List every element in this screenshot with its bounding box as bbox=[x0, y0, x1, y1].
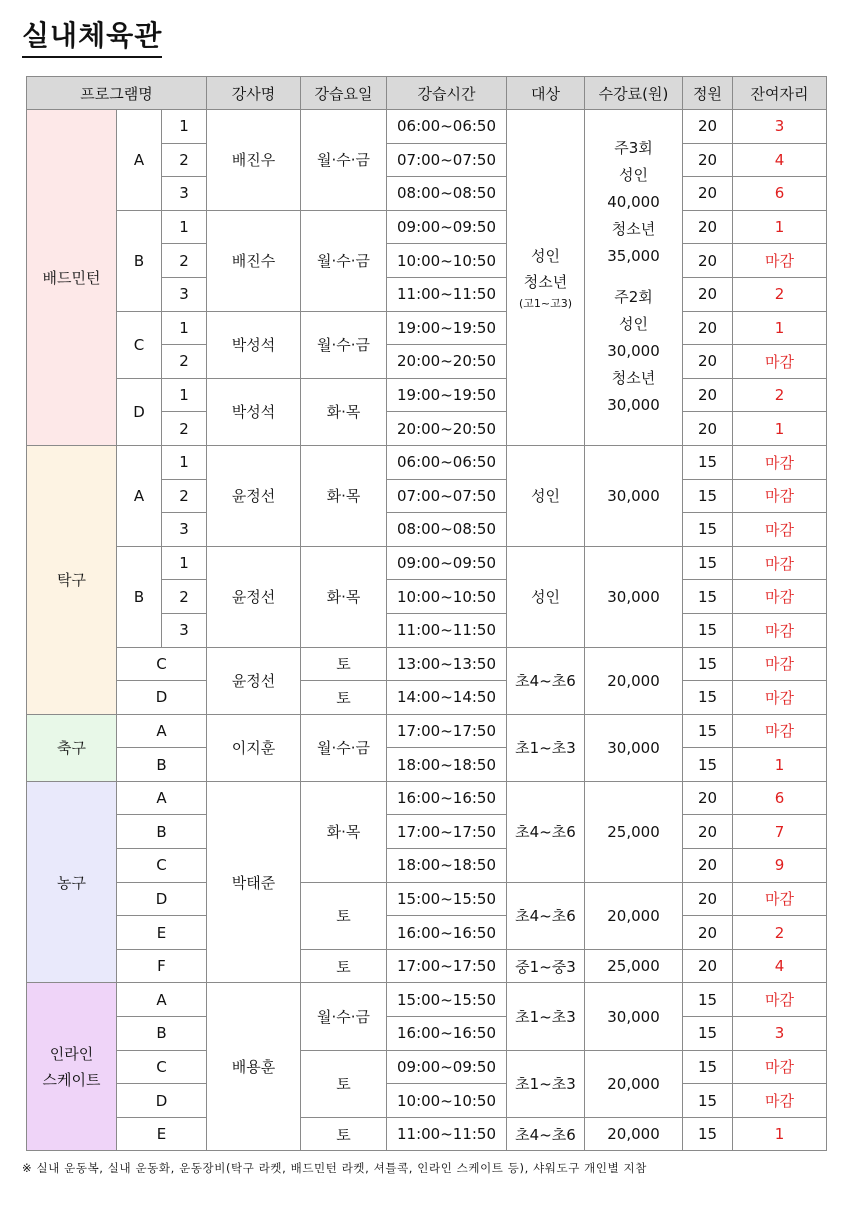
remaining-seats: 마감 bbox=[733, 1084, 827, 1118]
table-row bbox=[27, 916, 827, 950]
instructor-name: 윤정선 bbox=[207, 445, 301, 546]
session-number: 1 bbox=[162, 546, 207, 580]
class-target: 초4~초6 bbox=[507, 781, 585, 882]
class-label: A bbox=[117, 714, 207, 748]
capacity: 15 bbox=[683, 1117, 733, 1151]
capacity: 15 bbox=[683, 983, 733, 1017]
session-number: 1 bbox=[162, 210, 207, 244]
remaining-seats: 7 bbox=[733, 815, 827, 849]
target-line: (고1~고3) bbox=[518, 297, 573, 311]
program-tabletennis: 탁구 bbox=[27, 445, 117, 714]
class-time: 15:00~15:50 bbox=[387, 983, 507, 1017]
capacity: 20 bbox=[683, 412, 733, 446]
class-fee: 20,000 bbox=[585, 882, 683, 949]
remaining-seats: 3 bbox=[733, 110, 827, 144]
remaining-seats: 1 bbox=[733, 311, 827, 345]
class-fee: 30,000 bbox=[585, 445, 683, 546]
capacity: 15 bbox=[683, 580, 733, 614]
remaining-seats: 2 bbox=[733, 277, 827, 311]
capacity: 15 bbox=[683, 546, 733, 580]
class-time: 11:00~11:50 bbox=[387, 277, 507, 311]
program-name-line: 인라인 bbox=[49, 1044, 94, 1063]
class-time: 15:00~15:50 bbox=[387, 882, 507, 916]
header-time: 강습시간 bbox=[387, 77, 507, 110]
capacity: 15 bbox=[683, 681, 733, 715]
remaining-seats: 1 bbox=[733, 1117, 827, 1151]
class-days: 월·수·금 bbox=[301, 311, 387, 378]
class-target: 초4~초6 bbox=[507, 882, 585, 949]
class-fee: 30,000 bbox=[585, 983, 683, 1050]
remaining-seats: 1 bbox=[733, 412, 827, 446]
remaining-seats: 마감 bbox=[733, 714, 827, 748]
class-time: 19:00~19:50 bbox=[387, 378, 507, 412]
class-label: A bbox=[117, 445, 162, 546]
class-days: 화·목 bbox=[301, 445, 387, 546]
session-number: 2 bbox=[162, 479, 207, 513]
class-fee: 30,000 bbox=[585, 714, 683, 781]
class-time: 10:00~10:50 bbox=[387, 580, 507, 614]
class-time: 14:00~14:50 bbox=[387, 681, 507, 715]
class-days: 월·수·금 bbox=[301, 210, 387, 311]
class-days: 월·수·금 bbox=[301, 110, 387, 211]
remaining-seats: 마감 bbox=[733, 681, 827, 715]
class-fee: 20,000 bbox=[585, 647, 683, 714]
class-time: 09:00~09:50 bbox=[387, 1050, 507, 1084]
remaining-seats: 마감 bbox=[733, 1050, 827, 1084]
class-time: 09:00~09:50 bbox=[387, 546, 507, 580]
class-time: 19:00~19:50 bbox=[387, 311, 507, 345]
fee-line: 주3회 bbox=[614, 139, 653, 158]
class-days: 토 bbox=[301, 1117, 387, 1151]
instructor-name: 박성석 bbox=[207, 311, 301, 378]
class-time: 18:00~18:50 bbox=[387, 849, 507, 883]
program-badminton: 배드민턴 bbox=[27, 110, 117, 446]
remaining-seats: 2 bbox=[733, 378, 827, 412]
class-days: 화·목 bbox=[301, 546, 387, 647]
capacity: 20 bbox=[683, 311, 733, 345]
badminton-fee bbox=[585, 110, 683, 446]
class-label: C bbox=[117, 311, 162, 378]
class-label: D bbox=[117, 681, 207, 715]
class-days: 화·목 bbox=[301, 781, 387, 882]
class-fee: 25,000 bbox=[585, 781, 683, 882]
capacity: 15 bbox=[683, 647, 733, 681]
fee-line: 성인 bbox=[619, 315, 648, 334]
capacity: 20 bbox=[683, 143, 733, 177]
class-label: C bbox=[117, 1050, 207, 1084]
class-time: 11:00~11:50 bbox=[387, 1117, 507, 1151]
program-name-line: 스케이트 bbox=[42, 1070, 101, 1089]
badminton-target bbox=[507, 110, 585, 446]
class-time: 16:00~16:50 bbox=[387, 916, 507, 950]
remaining-seats: 9 bbox=[733, 849, 827, 883]
target-line: 성인 bbox=[531, 247, 560, 266]
capacity: 15 bbox=[683, 748, 733, 782]
table-row bbox=[27, 210, 827, 244]
capacity: 20 bbox=[683, 949, 733, 983]
class-time: 17:00~17:50 bbox=[387, 815, 507, 849]
class-time: 11:00~11:50 bbox=[387, 613, 507, 647]
remaining-seats: 마감 bbox=[733, 513, 827, 547]
table-row bbox=[27, 546, 827, 580]
class-time: 07:00~07:50 bbox=[387, 143, 507, 177]
capacity: 20 bbox=[683, 378, 733, 412]
class-time: 16:00~16:50 bbox=[387, 781, 507, 815]
class-days: 토 bbox=[301, 681, 387, 715]
session-number: 3 bbox=[162, 277, 207, 311]
table-row bbox=[27, 681, 827, 715]
instructor-name: 박성석 bbox=[207, 378, 301, 445]
capacity: 20 bbox=[683, 815, 733, 849]
instructor-name: 배진우 bbox=[207, 110, 301, 211]
session-number: 1 bbox=[162, 110, 207, 144]
class-days: 화·목 bbox=[301, 378, 387, 445]
capacity: 15 bbox=[683, 1050, 733, 1084]
program-basketball: 농구 bbox=[27, 781, 117, 983]
footnote: ※ 실내 운동복, 실내 운동화, 운동장비(탁구 라켓, 배드민턴 라켓, 셔틀콕, 인라인 스케이트 등), 샤워도구 개인별 지참 bbox=[22, 1161, 647, 1175]
remaining-seats: 6 bbox=[733, 781, 827, 815]
class-target: 초1~초3 bbox=[507, 983, 585, 1050]
class-label: B bbox=[117, 748, 207, 782]
class-time: 20:00~20:50 bbox=[387, 345, 507, 379]
class-label: D bbox=[117, 378, 162, 445]
table-row bbox=[27, 311, 827, 345]
table-row bbox=[27, 882, 827, 916]
table-row bbox=[27, 378, 827, 412]
class-days: 월·수·금 bbox=[301, 714, 387, 781]
class-label: C bbox=[117, 647, 207, 681]
capacity: 20 bbox=[683, 882, 733, 916]
session-number: 3 bbox=[162, 177, 207, 211]
capacity: 15 bbox=[683, 1084, 733, 1118]
capacity: 20 bbox=[683, 210, 733, 244]
class-target: 성인 bbox=[507, 546, 585, 647]
class-time: 06:00~06:50 bbox=[387, 445, 507, 479]
remaining-seats: 마감 bbox=[733, 647, 827, 681]
page-title: 실내체육관 bbox=[22, 18, 162, 58]
class-time: 10:00~10:50 bbox=[387, 1084, 507, 1118]
remaining-seats: 4 bbox=[733, 143, 827, 177]
capacity: 15 bbox=[683, 1017, 733, 1051]
class-time: 08:00~08:50 bbox=[387, 177, 507, 211]
class-time: 09:00~09:50 bbox=[387, 210, 507, 244]
class-label: B bbox=[117, 815, 207, 849]
class-target: 초4~초6 bbox=[507, 1117, 585, 1151]
table-row bbox=[27, 748, 827, 782]
capacity: 20 bbox=[683, 916, 733, 950]
header-program: 프로그램명 bbox=[27, 77, 207, 110]
instructor-name: 배진수 bbox=[207, 210, 301, 311]
capacity: 20 bbox=[683, 277, 733, 311]
remaining-seats: 마감 bbox=[733, 244, 827, 278]
class-label: E bbox=[117, 1117, 207, 1151]
table-row bbox=[27, 1084, 827, 1118]
class-label: A bbox=[117, 781, 207, 815]
remaining-seats: 마감 bbox=[733, 613, 827, 647]
remaining-seats: 1 bbox=[733, 748, 827, 782]
header-days: 강습요일 bbox=[301, 77, 387, 110]
capacity: 20 bbox=[683, 244, 733, 278]
capacity: 15 bbox=[683, 613, 733, 647]
table-row bbox=[27, 815, 827, 849]
remaining-seats: 2 bbox=[733, 916, 827, 950]
header-capacity: 정원 bbox=[683, 77, 733, 110]
class-days: 토 bbox=[301, 949, 387, 983]
instructor-name: 배용훈 bbox=[207, 983, 301, 1151]
class-fee: 30,000 bbox=[585, 546, 683, 647]
session-number: 1 bbox=[162, 311, 207, 345]
header-instructor: 강사명 bbox=[207, 77, 301, 110]
class-label: C bbox=[117, 849, 207, 883]
class-target: 중1~중3 bbox=[507, 949, 585, 983]
class-label: B bbox=[117, 210, 162, 311]
class-label: B bbox=[117, 546, 162, 647]
session-number: 1 bbox=[162, 445, 207, 479]
class-fee: 25,000 bbox=[585, 949, 683, 983]
table-row bbox=[27, 647, 827, 681]
fee-line: 30,000 bbox=[607, 342, 660, 361]
table-row bbox=[27, 849, 827, 883]
instructor-name: 이지훈 bbox=[207, 714, 301, 781]
remaining-seats: 1 bbox=[733, 210, 827, 244]
class-target: 초1~초3 bbox=[507, 714, 585, 781]
class-time: 17:00~17:50 bbox=[387, 714, 507, 748]
class-target: 초4~초6 bbox=[507, 647, 585, 714]
fee-line: 청소년 bbox=[611, 220, 656, 239]
session-number: 2 bbox=[162, 345, 207, 379]
table-row bbox=[27, 781, 827, 815]
fee-line: 30,000 bbox=[607, 396, 660, 415]
class-time: 20:00~20:50 bbox=[387, 412, 507, 446]
class-time: 06:00~06:50 bbox=[387, 110, 507, 144]
session-number: 2 bbox=[162, 580, 207, 614]
schedule-table bbox=[26, 76, 827, 1151]
remaining-seats: 마감 bbox=[733, 882, 827, 916]
capacity: 15 bbox=[683, 445, 733, 479]
class-time: 10:00~10:50 bbox=[387, 244, 507, 278]
session-number: 1 bbox=[162, 378, 207, 412]
fee-line: 청소년 bbox=[611, 369, 656, 388]
remaining-seats: 6 bbox=[733, 177, 827, 211]
class-target: 성인 bbox=[507, 445, 585, 546]
class-time: 13:00~13:50 bbox=[387, 647, 507, 681]
fee-line: 40,000 bbox=[607, 193, 660, 212]
class-fee: 20,000 bbox=[585, 1117, 683, 1151]
remaining-seats: 마감 bbox=[733, 445, 827, 479]
class-label: A bbox=[117, 983, 207, 1017]
fee-line: 주2회 bbox=[614, 288, 653, 307]
fee-line: 성인 bbox=[619, 166, 648, 185]
class-label: D bbox=[117, 1084, 207, 1118]
session-number: 3 bbox=[162, 613, 207, 647]
program-inline-skate bbox=[27, 983, 117, 1151]
class-time: 17:00~17:50 bbox=[387, 949, 507, 983]
capacity: 20 bbox=[683, 781, 733, 815]
table-row bbox=[27, 714, 827, 748]
instructor-name: 윤정선 bbox=[207, 647, 301, 714]
table-row bbox=[27, 445, 827, 479]
remaining-seats: 3 bbox=[733, 1017, 827, 1051]
session-number: 2 bbox=[162, 143, 207, 177]
header-remaining: 잔여자리 bbox=[733, 77, 827, 110]
instructor-name: 윤정선 bbox=[207, 546, 301, 647]
capacity: 20 bbox=[683, 345, 733, 379]
capacity: 20 bbox=[683, 849, 733, 883]
class-target: 초1~초3 bbox=[507, 1050, 585, 1117]
instructor-name: 박태준 bbox=[207, 781, 301, 983]
fee-line: 35,000 bbox=[607, 247, 660, 266]
table-row bbox=[27, 1117, 827, 1151]
table-row bbox=[27, 983, 827, 1017]
remaining-seats: 4 bbox=[733, 949, 827, 983]
header-row bbox=[27, 77, 827, 110]
table-row bbox=[27, 949, 827, 983]
remaining-seats: 마감 bbox=[733, 546, 827, 580]
class-time: 18:00~18:50 bbox=[387, 748, 507, 782]
capacity: 15 bbox=[683, 479, 733, 513]
class-label: E bbox=[117, 916, 207, 950]
capacity: 15 bbox=[683, 513, 733, 547]
program-soccer: 축구 bbox=[27, 714, 117, 781]
class-label: D bbox=[117, 882, 207, 916]
class-days: 토 bbox=[301, 1050, 387, 1117]
session-number: 2 bbox=[162, 412, 207, 446]
table-row bbox=[27, 1050, 827, 1084]
class-days: 월·수·금 bbox=[301, 983, 387, 1050]
remaining-seats: 마감 bbox=[733, 983, 827, 1017]
class-label: F bbox=[117, 949, 207, 983]
remaining-seats: 마감 bbox=[733, 479, 827, 513]
class-label: A bbox=[117, 110, 162, 211]
class-fee: 20,000 bbox=[585, 1050, 683, 1117]
table-row bbox=[27, 1017, 827, 1051]
fee-spacer bbox=[585, 270, 682, 284]
class-label: B bbox=[117, 1017, 207, 1051]
capacity: 20 bbox=[683, 177, 733, 211]
class-days: 토 bbox=[301, 647, 387, 681]
capacity: 15 bbox=[683, 714, 733, 748]
class-days: 토 bbox=[301, 882, 387, 949]
target-line: 청소년 bbox=[523, 273, 568, 292]
capacity: 20 bbox=[683, 110, 733, 144]
header-fee: 수강료(원) bbox=[585, 77, 683, 110]
header-target: 대상 bbox=[507, 77, 585, 110]
session-number: 2 bbox=[162, 244, 207, 278]
remaining-seats: 마감 bbox=[733, 345, 827, 379]
remaining-seats: 마감 bbox=[733, 580, 827, 614]
table-row bbox=[27, 110, 827, 144]
class-time: 07:00~07:50 bbox=[387, 479, 507, 513]
class-time: 16:00~16:50 bbox=[387, 1017, 507, 1051]
session-number: 3 bbox=[162, 513, 207, 547]
class-time: 08:00~08:50 bbox=[387, 513, 507, 547]
